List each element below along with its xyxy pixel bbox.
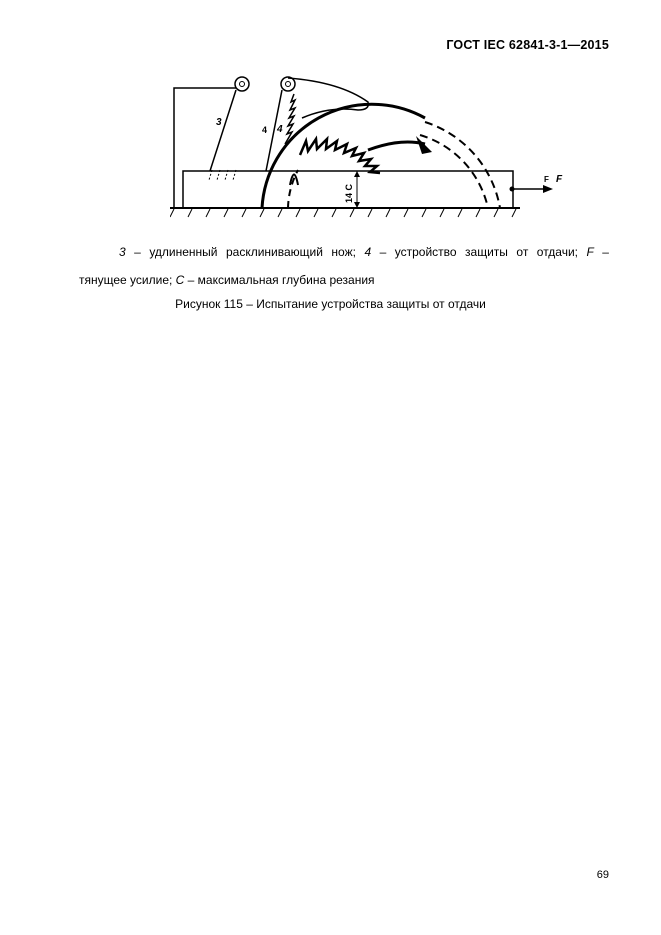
figure-caption: Рисунок 115 – Испытание устройства защиты от отдачи bbox=[175, 297, 486, 311]
figure-drawing bbox=[170, 70, 570, 220]
legend-key-f: F bbox=[586, 245, 594, 259]
legend-text-4: – устройство защиты от отдачи; bbox=[371, 245, 587, 259]
legend-key-3: 3 bbox=[119, 245, 126, 259]
figure-legend bbox=[79, 238, 609, 294]
legend-text-f-line1: – bbox=[593, 245, 609, 259]
pivot-right-hole bbox=[286, 82, 291, 87]
pivot-left-hole bbox=[240, 82, 245, 87]
kickback-test-figure bbox=[170, 70, 570, 220]
floor-hatching bbox=[170, 209, 516, 217]
riving-knife bbox=[210, 90, 282, 171]
rotation-arrow-head bbox=[416, 136, 432, 154]
legend-line-2 bbox=[79, 273, 375, 287]
legend-key-c: C bbox=[175, 273, 185, 287]
document-standard-code: ГОСТ IEC 62841-3-1—2015 bbox=[446, 38, 609, 52]
rotation-arrow-line bbox=[368, 142, 425, 150]
label-riving-knife: 3 bbox=[216, 117, 222, 128]
guard-arc-outer bbox=[425, 122, 500, 208]
riving-knife-frame bbox=[174, 88, 242, 208]
force-arrow-head bbox=[543, 185, 553, 193]
legend-line-1 bbox=[79, 238, 609, 266]
legend-text-3: – удлиненный расклинивающий нож; bbox=[125, 245, 365, 259]
label-device-b: 4 bbox=[277, 124, 283, 135]
page-number: 69 bbox=[596, 869, 609, 881]
depth-label: 14 C bbox=[344, 183, 354, 203]
depth-arrow-top bbox=[354, 171, 360, 177]
force-label-small: F bbox=[544, 175, 549, 184]
legend-text-f-line2: тянущее усилие; bbox=[79, 273, 176, 287]
saw-blade-teeth bbox=[300, 139, 380, 173]
label-device-a: 4 bbox=[262, 125, 268, 135]
force-label-large: F bbox=[556, 174, 563, 185]
legend-text-c: – максимальная глубина резания bbox=[184, 273, 375, 287]
legend-key-4: 4 bbox=[364, 245, 372, 259]
